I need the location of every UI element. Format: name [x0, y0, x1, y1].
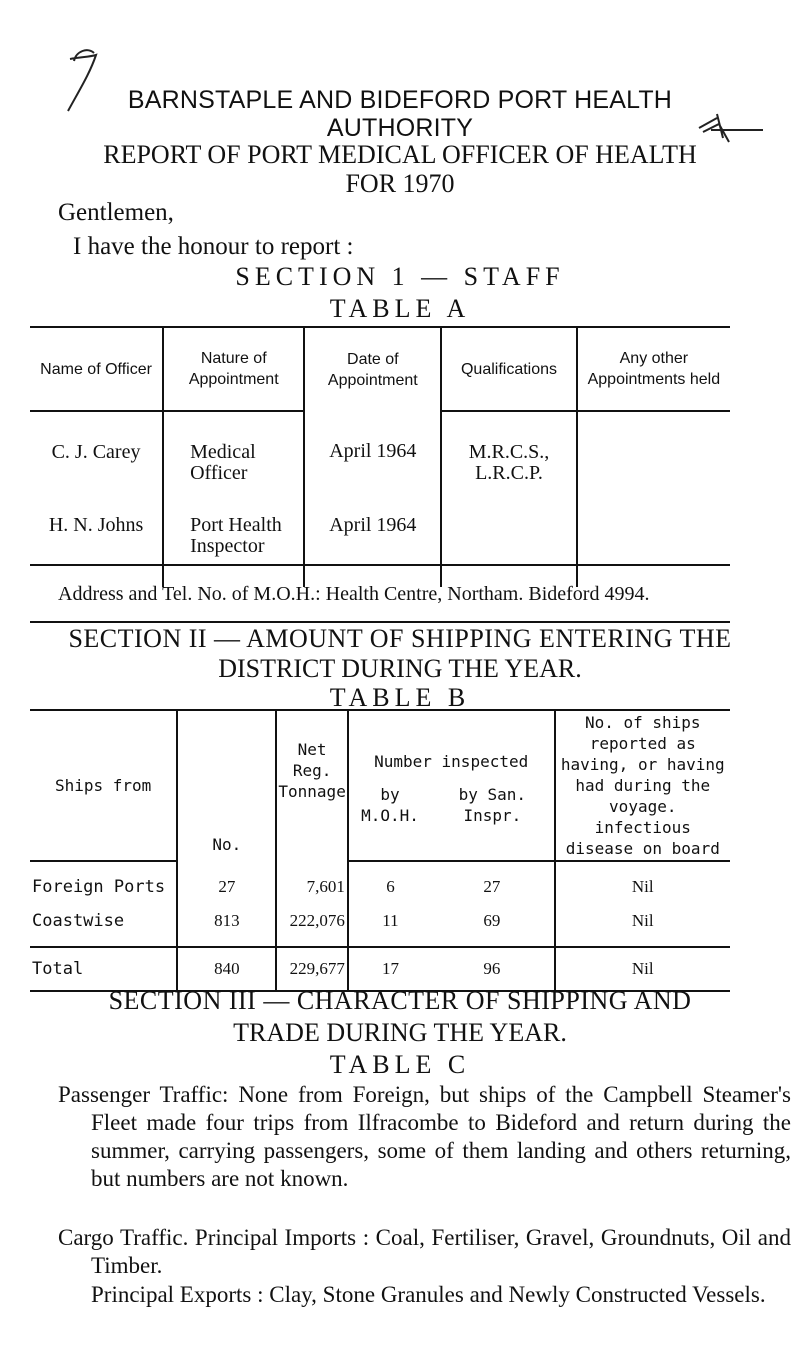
col-qualifications: Qualifications: [441, 327, 576, 411]
qualifications: M.R.C.S., L.R.C.P.: [441, 411, 576, 485]
table-row: [30, 485, 730, 587]
by-san-value: 69: [483, 911, 501, 930]
appointment-nature: Medical Officer: [163, 411, 304, 485]
col-name-of-officer: Name of Officer: [30, 327, 163, 411]
col-date-of-appointment: Date of Appointment: [304, 327, 441, 411]
inspected-cell: [348, 861, 555, 904]
cargo-traffic: Cargo Traffic. Principal Imports : Coal, Fertiliser, Gravel, Groundnuts, Oil and Timber.: [58, 1225, 791, 1278]
total-tonnage: 229,677: [276, 947, 347, 991]
table-a: [30, 326, 730, 587]
authority-line-2: AUTHORITY: [326, 114, 474, 142]
tonnage-cell: 7,601: [276, 861, 347, 904]
col-other-appointments: Any other Appointments held: [577, 327, 730, 411]
report-line-2: FOR 1970: [345, 169, 455, 198]
table-row: [30, 904, 730, 947]
by-moh-value: 6: [386, 877, 395, 896]
number-inspected-label: Number inspected: [374, 752, 529, 771]
section-3-title-line-2: TRADE DURING THE YEAR.: [233, 1018, 567, 1047]
total-row: [30, 947, 730, 991]
table-a-title: TABLE A: [329, 294, 471, 323]
total-by-san: 96: [483, 959, 501, 978]
table-row: [30, 411, 730, 485]
officer-name: C. J. Carey: [30, 411, 163, 485]
report-heading: [0, 140, 800, 198]
principal-exports: Principal Exports : Clay, Stone Granules and Newly Constructed Vessels.: [91, 1282, 766, 1307]
salutation: Gentlemen,: [58, 199, 174, 226]
col-no: No.: [177, 710, 276, 861]
total-inspected-values: [350, 958, 553, 980]
other-appointments: [577, 485, 730, 587]
table-c-title: TABLE C: [329, 1050, 471, 1079]
authority-line-1: BARNSTAPLE AND BIDEFORD PORT HEALTH: [127, 86, 673, 114]
inspected-values: [350, 876, 553, 898]
col-infectious-reported: No. of ships reported as having, or having had during the voyage. infectious disease on board: [555, 710, 730, 861]
table-b-title: TABLE B: [329, 683, 471, 712]
intro-text: I have the honour to report :: [73, 233, 354, 260]
ships-no-cell: 813: [177, 904, 276, 947]
total-inspected: [348, 947, 555, 991]
section-2-title-line-1: SECTION II — AMOUNT OF SHIPPING ENTERING THE: [68, 624, 732, 653]
reported-cell: Nil: [631, 877, 654, 896]
by-san-inspr-label: by San. Inspr.: [458, 785, 527, 825]
col-nature-of-appointment: Nature of Appointment: [163, 327, 304, 411]
section-2-title-line-2: DISTRICT DURING THE YEAR.: [218, 654, 582, 683]
appointment-nature: Port Health Inspector: [163, 485, 304, 587]
total-reported: Nil: [555, 947, 730, 991]
section-2-top-rule: [30, 621, 730, 623]
col-net-reg-tonnage: Net Reg. Tonnage: [276, 710, 347, 861]
appointment-date: April 1964: [304, 411, 441, 485]
moh-address: Address and Tel. No. of M.O.H.: Health Centre, Northam. Bideford 4994.: [58, 583, 650, 605]
ships-no-cell: 27: [177, 861, 276, 904]
table-b-header-row: [30, 710, 730, 861]
qualifications: [441, 485, 576, 587]
table-a-bottom-rule: [30, 564, 730, 566]
section-3-title-line-1: SECTION III — CHARACTER OF SHIPPING AND: [108, 986, 692, 1015]
officer-name: H. N. Johns: [30, 485, 163, 587]
tonnage-cell: 222,076: [276, 904, 347, 947]
col-number-inspected: [348, 710, 555, 861]
section-1-title: SECTION 1 — STAFF: [235, 262, 565, 291]
report-line-1: REPORT OF PORT MEDICAL OFFICER OF HEALTH: [103, 140, 697, 169]
by-san-value: 27: [483, 877, 501, 896]
table-a-header-row: [30, 327, 730, 411]
table-b: [30, 709, 730, 992]
other-appointments: [577, 411, 730, 485]
authority-heading: [95, 86, 705, 142]
inspected-values: [350, 910, 553, 932]
table-row: [30, 861, 730, 904]
inspected-subheaders: [349, 784, 554, 826]
total-no: 840: [177, 947, 276, 991]
by-moh-value: 11: [382, 911, 399, 930]
inspected-cell: [348, 904, 555, 947]
appointment-date: April 1964: [304, 485, 441, 587]
by-moh-label: by M.O.H.: [361, 785, 419, 825]
ships-from-cell: Coastwise: [30, 904, 177, 947]
reported-cell: Nil: [631, 911, 654, 930]
ships-from-cell: Foreign Ports: [30, 861, 177, 904]
total-by-moh: 17: [381, 959, 399, 978]
col-ships-from: Ships from: [30, 710, 177, 861]
passenger-traffic: Passenger Traffic: None from Foreign, but ships of the Campbell Steamer's Fleet made four trips from Ilfracombe to Bideford and return during the summer, carrying passengers, some of them landing and others returning, but numbers are not known.: [58, 1082, 791, 1191]
total-label: Total: [30, 947, 177, 991]
